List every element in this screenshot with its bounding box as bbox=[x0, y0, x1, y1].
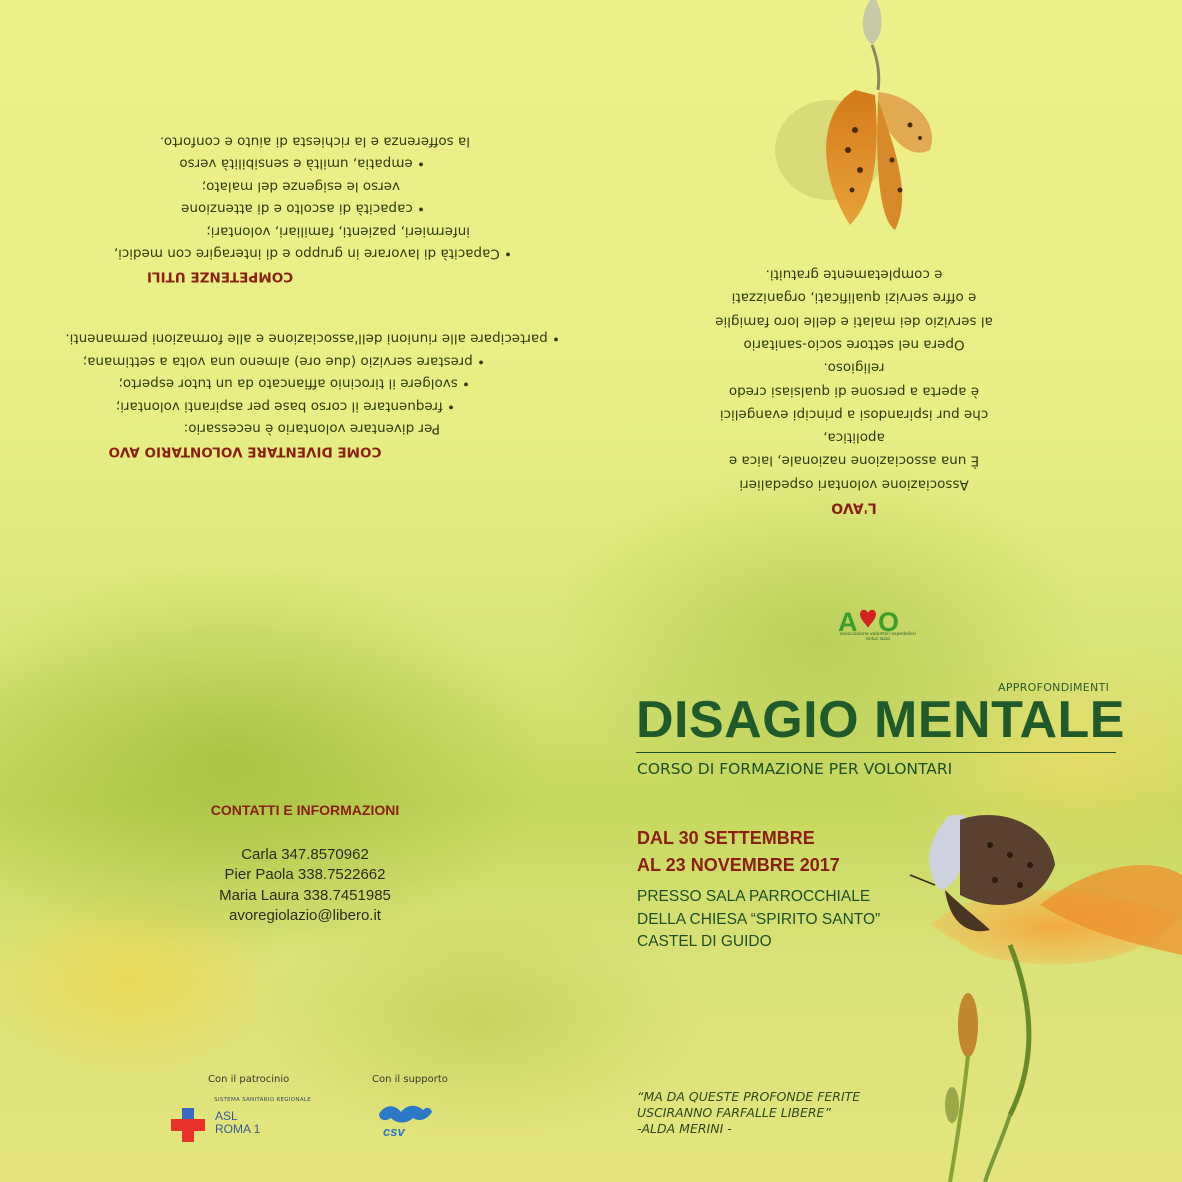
skill-item: infermieri, pazienti, familiari, volontari; bbox=[206, 223, 470, 240]
lavo-line: e offre servizi qualificati, organizzati bbox=[731, 289, 977, 306]
butterfly-on-bud-illustration bbox=[760, 0, 960, 240]
course-dates bbox=[637, 825, 840, 879]
skill-item: • Capacità di lavorare in gruppo e di interagire con medici, bbox=[113, 246, 512, 262]
svg-text:O: O bbox=[878, 607, 900, 636]
contacts-section bbox=[190, 800, 420, 927]
quote-author: -ALDA MERINI - bbox=[637, 1121, 732, 1136]
lavo-line: Opera nel settore socio-sanitario bbox=[743, 336, 965, 353]
health-cross-icon bbox=[171, 1108, 205, 1142]
skills-heading: COMPETENZE UTILI bbox=[146, 268, 294, 285]
contact-person: Carla 347.8570962 bbox=[241, 845, 369, 863]
svg-text:csv: csv bbox=[383, 1124, 405, 1139]
requirements-intro: Per diventare volontario è necessario: bbox=[183, 421, 440, 437]
asl-name: ASL bbox=[215, 1109, 238, 1123]
venue-line: PRESSO SALA PARROCCHIALE bbox=[637, 888, 871, 905]
lavo-line: È una associazione nazionale, laica e apolitica, bbox=[728, 429, 980, 469]
title-divider bbox=[636, 752, 1116, 753]
lavo-description-panel bbox=[704, 262, 1004, 518]
lavo-line: Associazione volontari ospedalieri bbox=[739, 475, 969, 492]
requirement-item: • partecipare alle riunioni dell'associazione e alle formazioni permanenti. bbox=[65, 331, 560, 347]
cover-quote bbox=[637, 1089, 860, 1137]
date-line: AL 23 NOVEMBRE 2017 bbox=[637, 855, 840, 875]
skill-item: la sofferenza e la richiesta di aiuto e conforto. bbox=[159, 133, 470, 150]
contact-person: Pier Paola 338.7522662 bbox=[224, 866, 386, 883]
lavo-line: al servizio dei malati e delle loro famiglie bbox=[715, 312, 993, 329]
contact-email: avoregiolazio@libero.it bbox=[229, 907, 381, 924]
date-line: DAL 30 SETTEMBRE bbox=[637, 828, 815, 848]
contacts-heading: CONTATTI E INFORMAZIONI bbox=[210, 802, 400, 818]
quote-line: USCIRANNO FARFALLE LIBERE” bbox=[637, 1105, 831, 1120]
quote-line: “MA DA QUESTE PROFONDE FERITE bbox=[637, 1089, 861, 1104]
cover-title: DISAGIO MENTALE bbox=[636, 691, 1125, 749]
become-volunteer-panel bbox=[50, 130, 560, 463]
lavo-line: che pur ispirandosi a principi evangelici bbox=[719, 406, 989, 423]
cesv-logo-icon bbox=[375, 1100, 435, 1140]
course-venue bbox=[637, 886, 880, 954]
venue-line: CASTEL DI GUIDO bbox=[637, 933, 772, 950]
skill-item: • capacità di ascolto e di attenzione bbox=[181, 201, 425, 217]
svg-text:A: A bbox=[838, 607, 858, 636]
lavo-line: e completamente gratuiti. bbox=[765, 266, 943, 283]
avo-logo-tagline: associazione volontari ospedalieri onlus lazio bbox=[839, 632, 917, 642]
patrocinio-label: Con il patrocinio bbox=[208, 1074, 290, 1085]
contact-person: Maria Laura 338.7451985 bbox=[219, 886, 391, 904]
become-volunteer-heading: COME DIVENTARE VOLONTARIO AVO bbox=[108, 443, 382, 460]
venue-line: DELLA CHIESA “SPIRITO SANTO” bbox=[637, 910, 881, 928]
asl-region-label: SISTEMA SANITARIO REGIONALE bbox=[214, 1097, 312, 1103]
requirement-item: • svolgere il tirocinio affiancato da un tutor esperto; bbox=[118, 376, 470, 392]
cover-subtitle: CORSO DI FORMAZIONE PER VOLONTARI bbox=[637, 760, 953, 778]
butterfly-on-lily-illustration bbox=[890, 795, 1182, 1182]
asl-logo-text bbox=[215, 1110, 260, 1136]
supporto-label: Con il supporto bbox=[372, 1074, 448, 1085]
kicker-label: APPROFONDIMENTI bbox=[998, 681, 1110, 694]
requirement-item: • prestare servizio (due ore) almeno una volta a settimana; bbox=[82, 353, 485, 370]
asl-district: ROMA 1 bbox=[215, 1122, 261, 1136]
skill-item: • empatia, umiltà e sensibilità verso bbox=[179, 156, 425, 172]
lavo-heading: L'AVO bbox=[831, 499, 877, 516]
lavo-line: è aperta a persone di qualsiasi credo religioso. bbox=[728, 359, 980, 399]
requirement-item: • frequentare il corso base per aspiranti volontari; bbox=[115, 398, 455, 415]
skill-item: verso le esigenze del malato; bbox=[201, 178, 400, 195]
